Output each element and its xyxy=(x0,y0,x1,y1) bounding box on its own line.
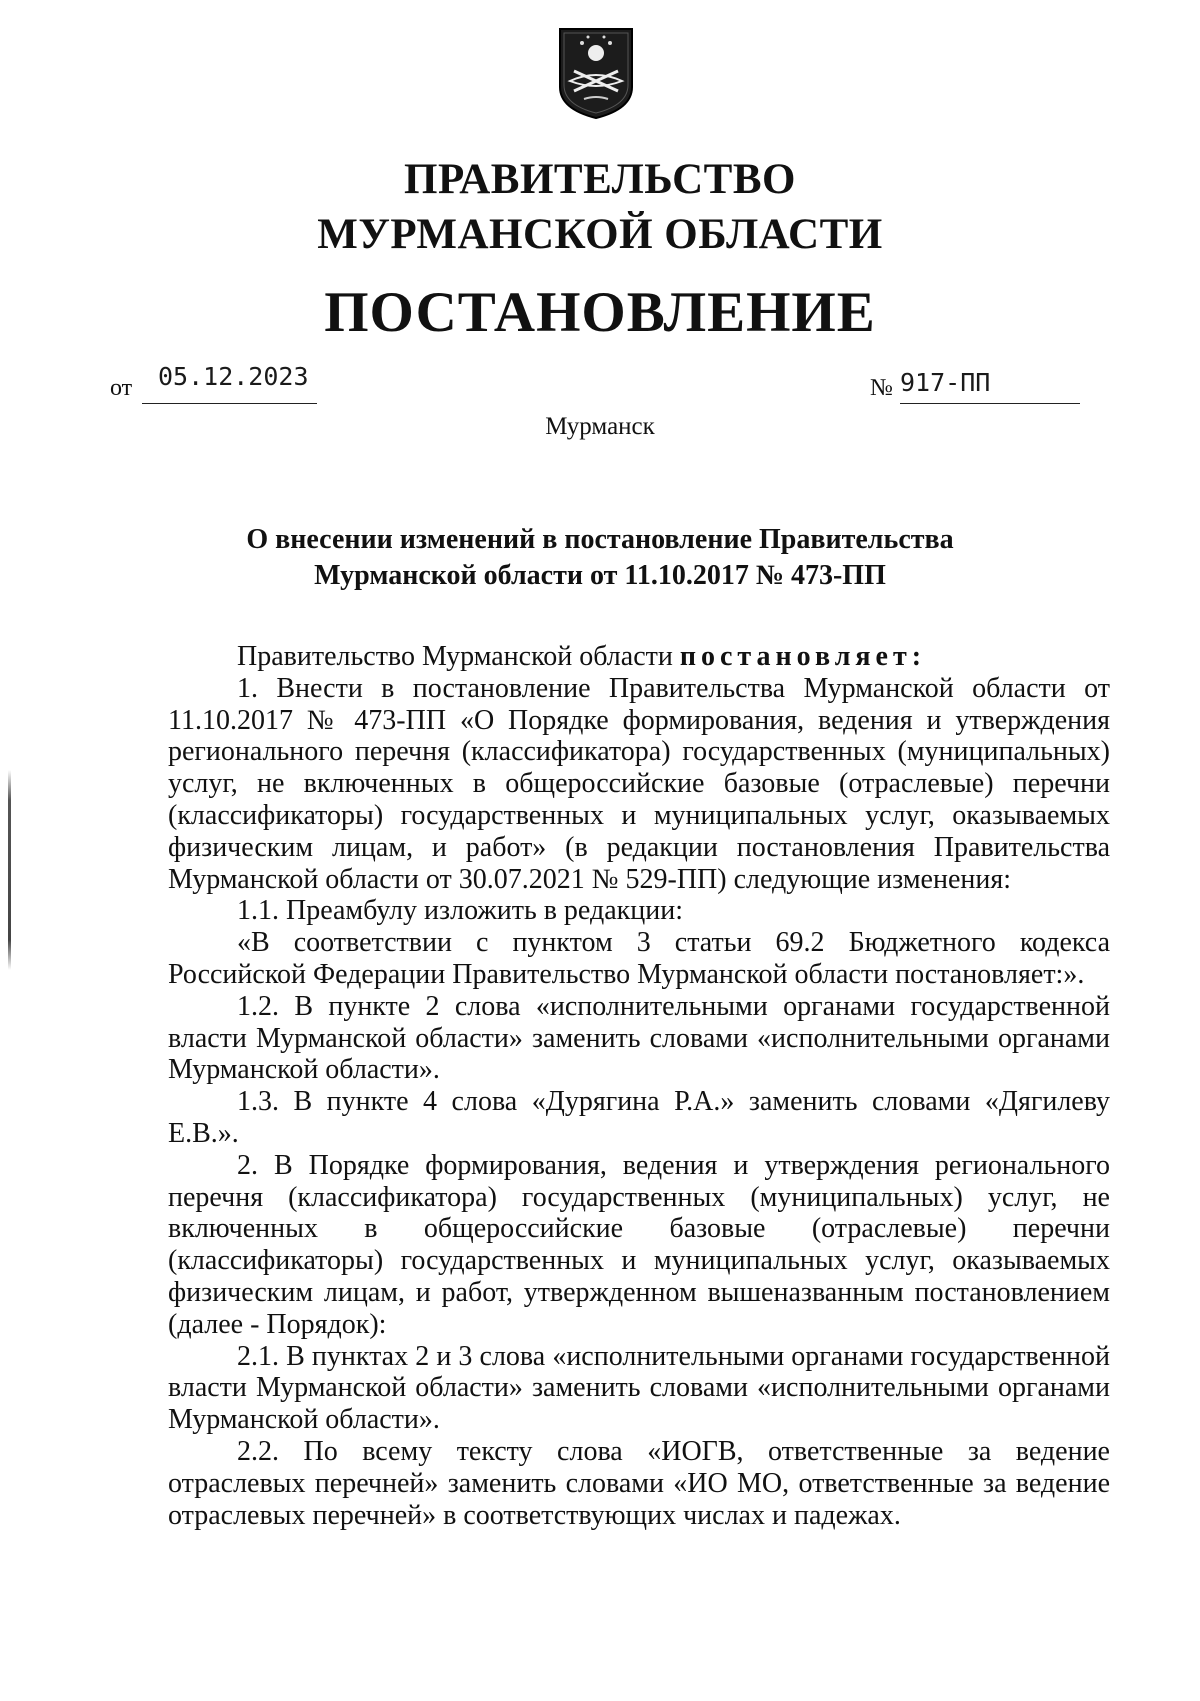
city-name: Мурманск xyxy=(545,413,655,440)
body-paragraph: 2.2. По всему тексту слова «ИОГВ, ответственные за ведение отраслевых перечней» заменить словами «ИО МО, ответственные за ведение отраслевых перечней» в соответствующих числах и падежах. xyxy=(168,1435,1110,1531)
government-title-line1: ПРАВИТЕЛЬСТВО xyxy=(404,156,796,203)
date-value: 05.12.2023 xyxy=(158,362,309,391)
number-value: 917-ПП xyxy=(900,368,991,397)
document-subject xyxy=(0,522,1200,594)
intro-text: Правительство Мурманской области xyxy=(237,641,680,672)
coat-of-arms-icon xyxy=(556,25,636,121)
date-underline xyxy=(142,403,317,404)
body-paragraph: 2. В Порядке формирования, ведения и утверждения регионального перечня (классификатора) государственных (муниципальных) услуг, не включенных в общероссийские базовые (отраслевые) перечни (классификаторы) государственных и муниципальных услуг, оказываемых физическим лицам, и работ, утвержденном вышеназванным постановлением (далее - Порядок): xyxy=(168,1149,1110,1340)
document-type-heading: ПОСТАНОВЛЕНИЕ xyxy=(324,281,876,344)
subject-line2: Мурманской области от 11.10.2017 № 473-ПП xyxy=(314,560,886,591)
intro-decree-word: постановляет: xyxy=(679,641,927,672)
government-title-line2: МУРМАНСКОЙ ОБЛАСТИ xyxy=(317,211,883,258)
number-underline xyxy=(900,403,1080,404)
body-paragraph: 1. Внести в постановление Правительства Мурманской области от 11.10.2017 № 473-ПП «О Порядке формирования, ведения и утверждения регионального перечня (классификатора) государственных (муниципальных) услуг, не включенных в общероссийские базовые (отраслевые) перечни (классификаторы) государственных и муниципальных услуг, оказываемых физическим лицам, и работ» (в редакции постановления Правительства Мурманской области от 30.07.2021 № 529-ПП) следующие изменения: xyxy=(168,672,1110,895)
date-label: от xyxy=(110,375,133,401)
body-paragraph: 1.3. В пункте 4 слова «Дурягина Р.А.» заменить словами «Дягилеву Е.В.». xyxy=(168,1086,1110,1149)
number-label: № xyxy=(870,375,893,401)
body-paragraph: «В соответствии с пунктом 3 статьи 69.2 Бюджетного кодекса Российской Федерации Правительство Мурманской области постановляет:». xyxy=(168,927,1110,990)
government-title xyxy=(0,152,1200,262)
document-meta-row xyxy=(0,360,1200,410)
body-paragraph: 1.2. В пункте 2 слова «исполнительными органами государственной власти Мурманской области» заменить словами «исполнительными органами Мурманской области». xyxy=(168,990,1110,1086)
subject-line1: О внесении изменений в постановление Правительства xyxy=(246,524,954,555)
scan-edge-mark xyxy=(8,770,11,970)
body-paragraph: 2.1. В пунктах 2 и 3 слова «исполнительными органами государственной власти Мурманской области» заменить словами «исполнительными органами Мурманской области». xyxy=(168,1340,1110,1436)
body-paragraph: 1.1. Преамбулу изложить в редакции: xyxy=(237,895,684,927)
document-body xyxy=(168,641,1110,1531)
intro-paragraph xyxy=(168,641,1110,673)
